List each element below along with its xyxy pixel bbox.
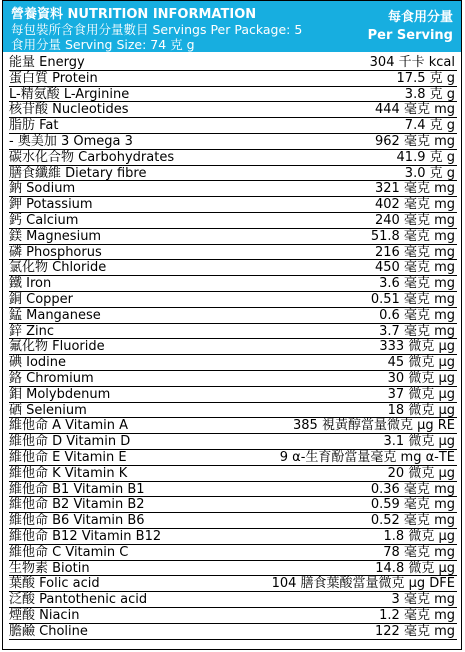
nutrient-value: 0.6 毫克 mg xyxy=(379,307,455,323)
nutrient-name: 鉻 Chromium xyxy=(9,371,94,386)
nutrient-row xyxy=(9,387,457,403)
nutrient-name: 脂肪 Fat xyxy=(9,118,59,134)
nutrient-name: 能量 Energy xyxy=(9,55,85,70)
nutrient-name: 維他命 D Vitamin D xyxy=(9,434,131,450)
nutrient-name: 生物素 Biotin xyxy=(9,560,90,576)
nutrient-row xyxy=(9,608,457,624)
per-serving-heading-en: Per Serving xyxy=(367,28,453,43)
nutrient-value: 3 毫克 mg xyxy=(391,592,455,608)
nutrient-row xyxy=(9,513,457,529)
nutrient-value: 333 微克 µg xyxy=(379,339,455,355)
nutrient-value: 17.5 克 g xyxy=(396,70,455,86)
nutrient-name: 維他命 B6 Vitamin B6 xyxy=(9,513,145,529)
nutrient-row xyxy=(9,576,457,592)
nutrient-row xyxy=(9,403,457,419)
nutrient-value: 402 毫克 mg xyxy=(375,197,455,213)
nutrient-row xyxy=(9,450,457,466)
nutrient-value: 3.0 克 g xyxy=(404,165,455,181)
nutrient-name: 膽鹼 Choline xyxy=(9,623,88,639)
nutrient-value: 20 微克 µg xyxy=(387,465,455,481)
nutrient-row xyxy=(9,213,457,229)
nutrition-panel xyxy=(2,0,462,650)
nutrient-name: 鋅 Zinc xyxy=(9,323,55,339)
nutrient-value: 385 視黃醇當量微克 µg RE xyxy=(293,418,455,434)
nutrient-name: 維他命 B2 Vitamin B2 xyxy=(9,497,145,513)
nutrient-row xyxy=(9,87,457,103)
nutrient-name: 鈉 Sodium xyxy=(9,181,76,197)
nutrient-row xyxy=(9,308,457,324)
serving-size: 食用分量 Serving Size: 74 克 g xyxy=(11,37,195,52)
nutrient-name: 鈣 Calcium xyxy=(9,213,79,228)
nutrient-value: 321 毫克 mg xyxy=(375,181,455,197)
nutrient-name: 蛋白質 Protein xyxy=(9,70,98,86)
nutrient-value: 304 千卡 kcal xyxy=(369,55,455,70)
nutrient-value: 18 微克 µg xyxy=(387,402,455,418)
nutrient-value: 122 毫克 mg xyxy=(375,623,455,639)
nutrient-value: 3.7 毫克 mg xyxy=(379,323,455,339)
nutrient-value: 216 毫克 mg xyxy=(375,244,455,260)
nutrient-row xyxy=(9,497,457,513)
nutrient-name: 氟化物 Fluoride xyxy=(9,339,105,355)
nutrient-value: 240 毫克 mg xyxy=(375,213,455,228)
nutrient-name: 錳 Manganese xyxy=(9,307,101,323)
nutrient-value: 30 微克 µg xyxy=(387,371,455,386)
nutrition-header xyxy=(3,1,461,52)
nutrient-name: 維他命 B12 Vitamin B12 xyxy=(9,529,162,544)
nutrient-value: 3.6 毫克 mg xyxy=(379,276,455,292)
nutrient-row xyxy=(9,371,457,387)
nutrient-row xyxy=(9,466,457,482)
nutrient-value: 104 膳食葉酸當量微克 µg DFE xyxy=(271,576,455,592)
nutrient-name: 泛酸 Pantothenic acid xyxy=(9,592,148,608)
nutrient-row xyxy=(9,276,457,292)
nutrient-value: 3.1 微克 µg xyxy=(383,434,455,450)
nutrient-row xyxy=(9,292,457,308)
nutrient-value: 45 微克 µg xyxy=(387,355,455,371)
nutrient-name: 核苷酸 Nucleotides xyxy=(9,102,129,118)
nutrient-row xyxy=(9,197,457,213)
nutrient-value: 51.8 毫克 mg xyxy=(370,228,455,244)
nutrient-value: 3.8 克 g xyxy=(404,86,455,102)
nutrient-name: 鎂 Magnesium xyxy=(9,228,102,244)
nutrient-value: 14.8 微克 µg xyxy=(375,560,455,576)
servings-per-package: 每包裝所含食用分量數目 Servings Per Package: 5 xyxy=(11,22,303,37)
nutrient-row xyxy=(9,355,457,371)
nutrient-value: 37 微克 µg xyxy=(387,386,455,402)
nutrient-name: 維他命 E Vitamin E xyxy=(9,450,127,465)
nutrient-row xyxy=(9,260,457,276)
nutrient-row xyxy=(9,545,457,561)
nutrient-name: 碳水化合物 Carbohydrates xyxy=(9,149,175,165)
nutrient-name: 碘 Iodine xyxy=(9,355,67,371)
nutrient-row xyxy=(9,482,457,498)
nutrient-row xyxy=(9,118,457,134)
per-serving-heading-zh: 每食用分量 xyxy=(387,10,453,25)
nutrient-value: 0.36 毫克 mg xyxy=(370,481,455,497)
nutrient-row xyxy=(9,181,457,197)
nutrient-row xyxy=(9,561,457,577)
nutrient-name: 維他命 A Vitamin A xyxy=(9,418,128,434)
nutrient-value: 0.52 毫克 mg xyxy=(370,513,455,529)
nutrient-value: 78 毫克 mg xyxy=(383,544,455,560)
nutrient-name: 維他命 C Vitamin C xyxy=(9,544,129,560)
nutrient-value: 0.59 毫克 mg xyxy=(370,497,455,513)
nutrient-name: L-精氨酸 L-Arginine xyxy=(9,86,130,102)
nutrient-name: 鐵 Iron xyxy=(9,276,52,292)
nutrient-row xyxy=(9,324,457,340)
nutrient-row xyxy=(9,434,457,450)
nutrient-row xyxy=(9,529,457,545)
nutrient-name: 磷 Phosphorus xyxy=(9,244,102,260)
nutrient-name: 膳食纖維 Dietary fibre xyxy=(9,165,147,181)
nutrient-name: 煙酸 Niacin xyxy=(9,608,80,623)
nutrient-row xyxy=(9,134,457,150)
nutrient-row xyxy=(9,624,457,640)
nutrient-value: 7.4 克 g xyxy=(404,118,455,134)
nutrient-value: 0.51 毫克 mg xyxy=(370,292,455,307)
nutrient-name: 葉酸 Folic acid xyxy=(9,576,100,592)
nutrient-value: 9 α-生育酚當量毫克 mg α-TE xyxy=(279,450,455,465)
nutrient-row xyxy=(9,55,457,71)
nutrient-name: - 奧美加 3 Omega 3 xyxy=(9,134,133,149)
nutrient-name: 維他命 B1 Vitamin B1 xyxy=(9,481,145,497)
nutrient-row xyxy=(9,592,457,608)
nutrient-name: 鉬 Molybdenum xyxy=(9,386,111,402)
nutrient-value: 41.9 克 g xyxy=(396,149,455,165)
nutrient-name: 硒 Selenium xyxy=(9,402,87,418)
nutrient-value: 962 毫克 mg xyxy=(375,134,455,149)
nutrient-value: 1.8 微克 µg xyxy=(383,529,455,544)
nutrient-name: 維他命 K Vitamin K xyxy=(9,465,128,481)
nutrient-name: 銅 Copper xyxy=(9,292,74,307)
nutrient-row xyxy=(9,229,457,245)
nutrient-row xyxy=(9,102,457,118)
nutrient-row xyxy=(9,166,457,182)
nutrient-row xyxy=(9,245,457,261)
nutrient-name: 氯化物 Chloride xyxy=(9,260,107,276)
nutrient-row xyxy=(9,71,457,87)
nutrient-value: 444 毫克 mg xyxy=(375,102,455,118)
nutrient-row xyxy=(9,150,457,166)
nutrition-title: 營養資料 NUTRITION INFORMATION xyxy=(11,7,257,22)
nutrient-name: 鉀 Potassium xyxy=(9,197,93,213)
nutrient-row xyxy=(9,418,457,434)
nutrient-row xyxy=(9,339,457,355)
nutrient-value: 450 毫克 mg xyxy=(375,260,455,276)
nutrient-value: 1.2 毫克 mg xyxy=(379,608,455,623)
